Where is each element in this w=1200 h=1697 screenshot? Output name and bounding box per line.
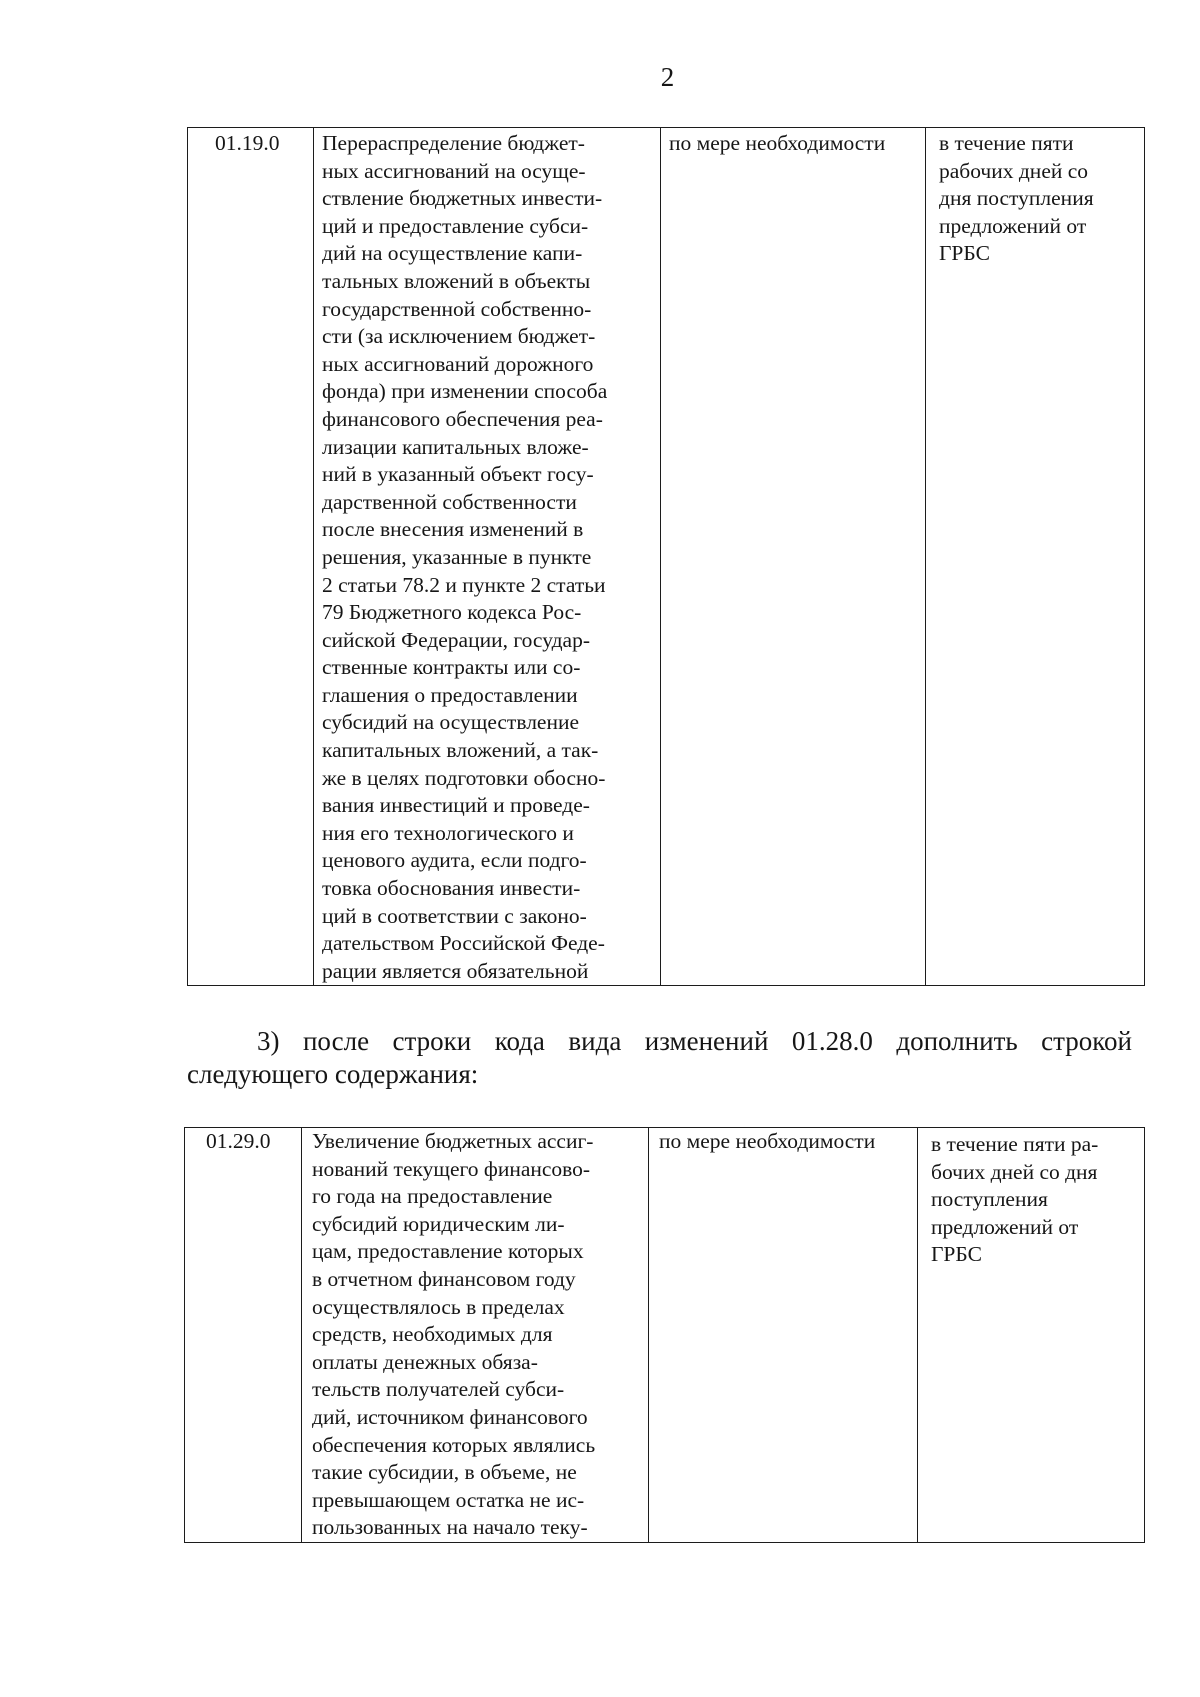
cell-text-line: цам, предоставление которых (312, 1239, 584, 1264)
cell-text-line: ценового аудита, если подго- (322, 848, 587, 873)
cell-text-line: поступления (931, 1187, 1048, 1212)
page-number: 2 (660, 62, 675, 92)
cell-text-line: рации является обязательной (322, 958, 589, 983)
paragraph-line: следующего содержания: (187, 1059, 479, 1089)
cell-text-line: решения, указанные в пункте (322, 544, 592, 569)
cell-text-line: дий на осуществление капи- (322, 241, 583, 266)
cell-text-line: ций в соответствии с законо- (322, 903, 587, 928)
cell-text-line: ГРБС (939, 241, 990, 266)
cell-text-line: в течение пяти (939, 131, 1074, 155)
term-cell (918, 1128, 1145, 1543)
cell-text-line: тельств получателей субси- (312, 1377, 565, 1402)
cell-text-line: ственные контракты или со- (322, 655, 581, 680)
cell-text-line: тальных вложений в объекты (322, 268, 591, 293)
cell-text-line: обеспечения которых являлись (312, 1432, 596, 1457)
cell-text-line: фонда) при изменении способа (322, 379, 608, 404)
cell-text-line: дательством Российской Феде- (322, 931, 605, 956)
cell-text-line: ГРБС (931, 1242, 982, 1267)
table-row (185, 1128, 1145, 1543)
term-cell (926, 128, 1145, 986)
cell-text-line: в течение пяти ра- (931, 1132, 1099, 1156)
cell-text-line: ствление бюджетных инвести- (322, 186, 603, 211)
cell-text-line: же в целях подготовки обосно- (322, 765, 606, 790)
cell-text-line: дий, источником финансового (312, 1404, 588, 1429)
cell-text-line: сийской Федерации, государ- (322, 627, 590, 652)
frequency-cell: по мере необходимости (649, 1128, 918, 1543)
cell-text-line: пользованных на начало теку- (312, 1515, 588, 1540)
cell-text-line: глашения о предоставлении (322, 682, 578, 707)
cell-text-line: субсидий юридическим ли- (312, 1211, 565, 1236)
term-lines (931, 1131, 1140, 1269)
cell-text-line: финансового обеспечения реа- (322, 406, 603, 431)
cell-text-line: ных ассигнований на осуще- (322, 158, 586, 183)
cell-text-line: Увеличение бюджетных ассиг- (312, 1129, 594, 1153)
cell-text-line: дарственной собственности (322, 489, 577, 514)
table-row (188, 128, 1145, 986)
cell-text-line: капитальных вложений, а так- (322, 738, 599, 763)
cell-text-line: товка обоснования инвести- (322, 876, 581, 901)
change-code-cell: 01.19.0 (188, 128, 314, 986)
cell-text-line: нований текущего финансово- (312, 1156, 591, 1181)
cell-text-line: ния его технологического и (322, 820, 574, 845)
cell-text-line: в отчетном финансовом году (312, 1266, 576, 1291)
cell-text-line: сти (за исключением бюджет- (322, 324, 596, 349)
description-lines (312, 1128, 644, 1542)
cell-text-line: предложений от (931, 1214, 1079, 1239)
cell-text-line: дня поступления (939, 186, 1094, 211)
cell-text-line: 2 статьи 78.2 и пункте 2 статьи (322, 572, 606, 597)
cell-text-line: субсидий на осуществление (322, 710, 580, 735)
cell-text-line: средств, необходимых для (312, 1322, 553, 1347)
cell-text-line: 79 Бюджетного кодекса Рос- (322, 600, 582, 625)
cell-text-line: оплаты денежных обяза- (312, 1349, 538, 1374)
cell-text-line: государственной собственно- (322, 296, 592, 321)
paragraph-line: 3) после строки кода вида изменений 01.28.0 дополнить строкой (257, 1026, 1132, 1056)
cell-text-line: ных ассигнований дорожного (322, 351, 594, 376)
cell-text-line: ций и предоставление субси- (322, 213, 589, 238)
cell-text-line: лизации капитальных вложе- (322, 434, 589, 459)
cell-text-line: после внесения изменений в (322, 517, 584, 542)
description-lines (322, 130, 656, 985)
cell-text-line: предложений от (939, 213, 1087, 238)
frequency-cell: по мере необходимости (661, 128, 926, 986)
table-change-01-29-0 (184, 1127, 1145, 1543)
cell-text-line: рабочих дней со (939, 158, 1089, 183)
cell-text-line: Перераспределение бюджет- (322, 131, 585, 155)
cell-text-line: вания инвестиций и проведе- (322, 793, 590, 818)
cell-text-line: такие субсидии, в объеме, не (312, 1460, 577, 1485)
term-lines (939, 130, 1140, 268)
change-code-cell: 01.29.0 (185, 1128, 302, 1543)
cell-text-line: бочих дней со дня (931, 1159, 1098, 1184)
table-change-01-19-0 (187, 127, 1145, 986)
cell-text-line: осуществлялось в пределах (312, 1294, 565, 1319)
change-description-cell (302, 1128, 649, 1543)
cell-text-line: го года на предоставление (312, 1184, 553, 1209)
change-description-cell (314, 128, 661, 986)
amendment-paragraph (187, 1025, 1132, 1091)
cell-text-line: ний в указанный объект госу- (322, 462, 594, 487)
cell-text-line: превышающем остатка не ис- (312, 1487, 585, 1512)
